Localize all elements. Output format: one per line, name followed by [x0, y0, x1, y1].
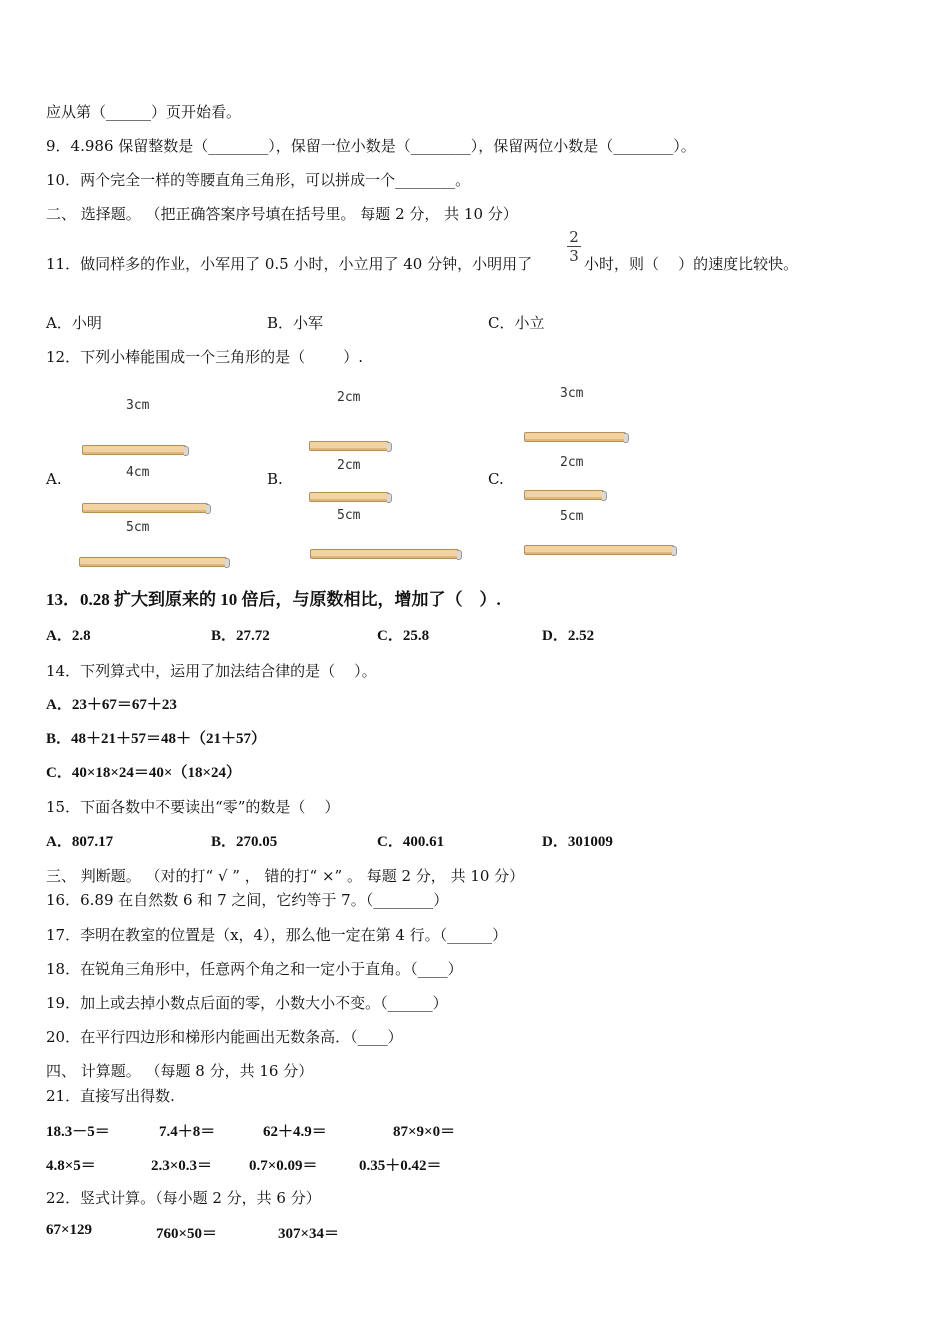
vertical-calc-item: 760×50＝ — [156, 1226, 218, 1242]
q15-option-c: C．400.61 — [377, 834, 445, 850]
stick-a2 — [82, 503, 208, 513]
stick-c3-label: 5cm — [560, 509, 584, 524]
question-10: 10．两个完全一样的等腰直角三角形，可以拼成一个________。 — [46, 171, 471, 189]
stick-a3 — [79, 557, 227, 567]
q13-option-c: C．25.8 — [377, 628, 430, 644]
section-4-heading: 四、 计算题。 （每题 8 分，共 16 分） — [46, 1062, 314, 1080]
calc-item: 0.7×0.09＝ — [249, 1158, 318, 1174]
q14-option-b: B．48＋21＋57＝48＋（21＋57） — [46, 731, 267, 747]
stick-b2-label: 2cm — [337, 458, 361, 473]
question-13: 13．0.28 扩大到原来的 10 倍后，与原数相比，增加了（ ）. — [46, 590, 501, 609]
stick-b1-label: 2cm — [337, 390, 361, 405]
stick-c1 — [524, 432, 626, 442]
question-21: 21．直接写出得数. — [46, 1087, 175, 1105]
stick-a1-label: 3cm — [126, 398, 150, 413]
q11-option-c: C．小立 — [488, 314, 545, 332]
question-12: 12．下列小棒能围成一个三角形的是（ ）. — [46, 348, 364, 366]
q14-option-c: C．40×18×24＝40×（18×24） — [46, 765, 242, 781]
calc-item: 62＋4.9＝ — [263, 1124, 327, 1140]
q13-option-a: A．2.8 — [46, 628, 91, 644]
stick-b1 — [309, 441, 389, 451]
fraction-numerator: 2 — [569, 228, 579, 246]
stick-a3-label: 5cm — [126, 520, 150, 535]
question-9: 9．4.986 保留整数是（________），保留一位小数是（________），保留两位小数是（________）。 — [46, 137, 696, 155]
q12-option-b-label: B. — [267, 470, 283, 488]
calc-item: 2.3×0.3＝ — [151, 1158, 213, 1174]
calc-item: 7.4＋8＝ — [159, 1124, 216, 1140]
stick-a2-label: 4cm — [126, 465, 150, 480]
q13-option-d: D．2.52 — [542, 628, 595, 644]
stick-c3 — [524, 545, 674, 555]
section-2-heading: 二、 选择题。 （把正确答案序号填在括号里。 每题 2 分， 共 10 分） — [46, 205, 518, 223]
fraction-denominator: 3 — [569, 247, 579, 265]
calc-item: 0.35＋0.42＝ — [359, 1158, 442, 1174]
stick-a1 — [82, 445, 186, 455]
question-11-part1: 11．做同样多的作业，小军用了 0.5 小时，小立用了 40 分钟，小明用了 — [46, 255, 533, 273]
stick-b3-label: 5cm — [337, 508, 361, 523]
question-14: 14．下列算式中，运用了加法结合律的是（ ）。 — [46, 662, 377, 680]
vertical-calc-item: 307×34＝ — [278, 1226, 340, 1242]
calc-item: 87×9×0＝ — [393, 1124, 456, 1140]
q11-option-a: A．小明 — [46, 314, 102, 332]
vertical-calc-item: 67×129 — [46, 1222, 93, 1238]
q15-option-d: D．301009 — [542, 834, 613, 850]
question-20: 20．在平行四边形和梯形内能画出无数条高．（____） — [46, 1028, 403, 1046]
section-3-heading: 三、 判断题。 （对的打“ √ ” ， 错的打“ ×” 。 每题 2 分， 共 10 分） — [46, 867, 525, 885]
question-17: 17．李明在教室的位置是（x，4），那么他一定在第 4 行。（______） — [46, 926, 508, 944]
fraction-two-thirds — [566, 228, 582, 265]
q14-option-a: A．23＋67＝67＋23 — [46, 697, 177, 713]
question-15: 15．下面各数中不要读出“零”的数是（ ） — [46, 798, 340, 816]
question-19: 19．加上或去掉小数点后面的零，小数大小不变。（______） — [46, 994, 448, 1012]
calc-item: 4.8×5＝ — [46, 1158, 96, 1174]
stick-c1-label: 3cm — [560, 386, 584, 401]
stick-b2 — [309, 492, 389, 502]
question-18: 18．在锐角三角形中，任意两个角之和一定小于直角。（____） — [46, 960, 463, 978]
q12-option-a-label: A. — [46, 470, 62, 488]
line-continuation: 应从第（______）页开始看。 — [46, 103, 242, 121]
q13-option-b: B．27.72 — [211, 628, 270, 644]
q11-option-b: B．小军 — [267, 314, 324, 332]
stick-c2-label: 2cm — [560, 455, 584, 470]
question-11-part2: 小时，则（ ）的速度比较快。 — [584, 255, 799, 273]
q15-option-a: A．807.17 — [46, 834, 114, 850]
stick-b3 — [310, 549, 459, 559]
q15-option-b: B．270.05 — [211, 834, 278, 850]
stick-c2 — [524, 490, 604, 500]
question-22: 22．竖式计算。（每小题 2 分，共 6 分） — [46, 1189, 321, 1207]
question-16: 16．6.89 在自然数 6 和 7 之间，它约等于 7。（________） — [46, 891, 449, 909]
calc-item: 18.3－5＝ — [46, 1124, 110, 1140]
q12-option-c-label: C. — [488, 470, 504, 488]
